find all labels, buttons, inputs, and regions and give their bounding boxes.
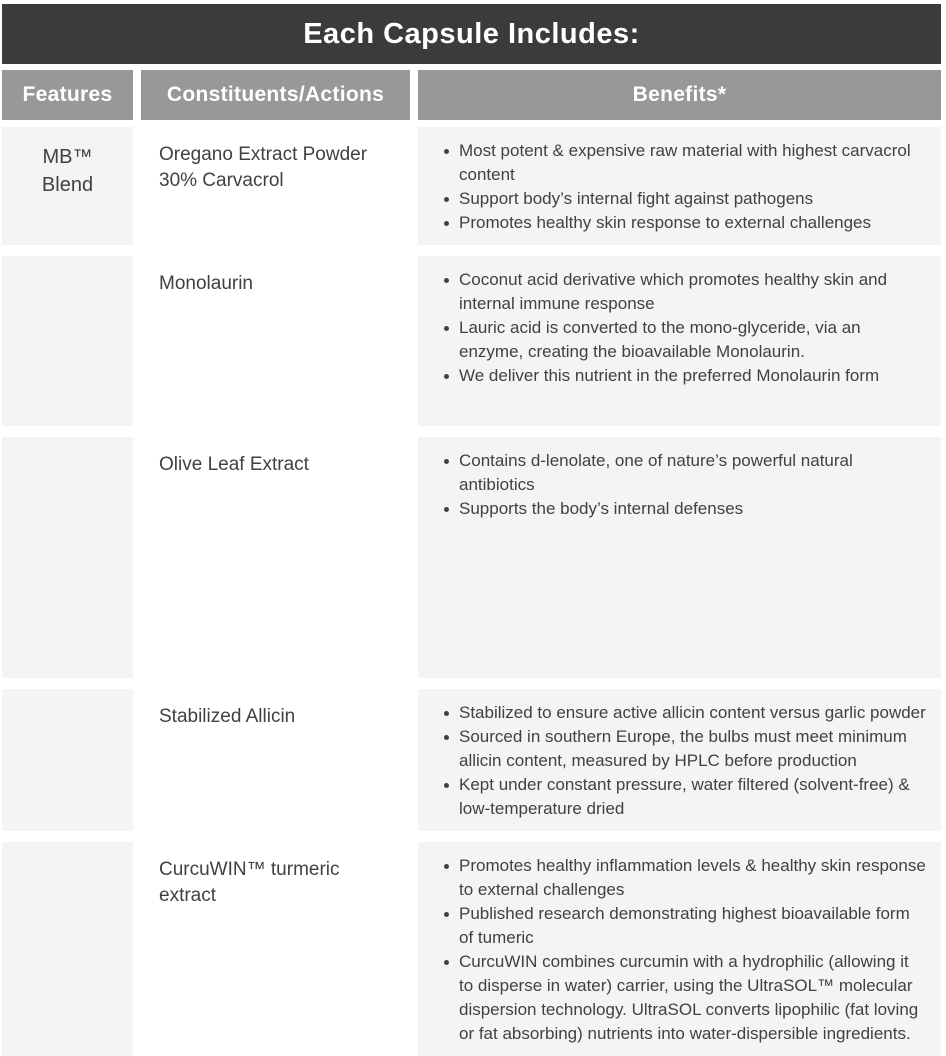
bullet-icon <box>444 459 449 464</box>
bullet-icon <box>444 221 449 226</box>
constituent-cell <box>141 842 410 1056</box>
constituent-cell <box>141 127 410 245</box>
benefits-cell <box>418 689 941 831</box>
feature-cell <box>2 437 133 678</box>
constituent-cell <box>141 256 410 426</box>
bullet-icon <box>444 326 449 331</box>
table-title-bar <box>2 4 941 64</box>
benefit-text: Support body’s internal fight against pathogens <box>459 189 814 208</box>
table-row <box>2 842 941 1056</box>
benefit-item <box>442 211 927 235</box>
bullet-icon <box>444 711 449 716</box>
table-row <box>2 437 941 678</box>
bullet-icon <box>444 783 449 788</box>
feature-cell <box>2 842 133 1056</box>
bullet-icon <box>444 197 449 202</box>
column-header-benefits: Benefits* <box>418 70 941 120</box>
column-header-features: Features <box>2 70 133 120</box>
feature-cell <box>2 689 133 831</box>
benefits-cell <box>418 437 941 678</box>
bullet-icon <box>444 864 449 869</box>
benefits-list <box>442 268 927 388</box>
constituent-label: Stabilized Allicin <box>159 706 296 727</box>
bullet-icon <box>444 912 449 917</box>
constituent-label: CurcuWIN™ turmeric extract <box>159 859 340 907</box>
bullet-icon <box>444 735 449 740</box>
benefit-item <box>442 854 927 902</box>
feature-cell <box>2 256 133 426</box>
benefit-text: Most potent & expensive raw material with highest carvacrol content <box>459 141 911 184</box>
benefit-text: Supports the body’s internal defenses <box>459 499 744 518</box>
table-row <box>2 689 941 831</box>
benefit-text: Contains d-lenolate, one of nature’s powerful natural antibiotics <box>459 451 853 494</box>
bullet-icon <box>444 507 449 512</box>
benefit-item <box>442 701 927 725</box>
bullet-icon <box>444 374 449 379</box>
benefit-item <box>442 316 927 364</box>
bullet-icon <box>444 278 449 283</box>
constituent-label: Monolaurin <box>159 273 253 294</box>
feature-label: MB™ Blend <box>41 146 94 196</box>
benefit-item <box>442 773 927 821</box>
constituent-cell <box>141 689 410 831</box>
table-row <box>2 256 941 426</box>
benefit-text: Kept under constant pressure, water filtered (solvent-free) & low-temperature dried <box>459 775 910 818</box>
constituent-label: Olive Leaf Extract <box>159 454 309 475</box>
bullet-icon <box>444 149 449 154</box>
benefit-text: Promotes healthy skin response to external challenges <box>459 213 872 232</box>
table-row <box>2 127 941 245</box>
constituent-cell <box>141 437 410 678</box>
benefit-item <box>442 139 927 187</box>
benefit-item <box>442 725 927 773</box>
table-title: Each Capsule Includes: <box>303 17 640 50</box>
benefit-text: We deliver this nutrient in the preferred Monolaurin form <box>459 366 880 385</box>
benefit-item <box>442 950 927 1046</box>
column-header-row <box>2 70 941 120</box>
benefit-item <box>442 449 927 497</box>
benefit-item <box>442 187 927 211</box>
benefit-text: Published research demonstrating highest bioavailable form of tumeric <box>459 904 910 947</box>
feature-cell <box>2 127 133 245</box>
bullet-icon <box>444 960 449 965</box>
column-header-constituents: Constituents/Actions <box>141 70 410 120</box>
benefit-item <box>442 902 927 950</box>
benefit-text: Promotes healthy inflammation levels & healthy skin response to external challenges <box>459 856 926 899</box>
benefit-item <box>442 268 927 316</box>
benefit-text: CurcuWIN combines curcumin with a hydrophilic (allowing it to disperse in water) carrier, using the UltraSOL™ molecular dispersion technology. UltraSOL converts lipophilic (fat loving or fat absorbing) nutrients into water-dispersible ingredients. <box>459 952 919 1043</box>
benefits-cell <box>418 842 941 1056</box>
benefit-item <box>442 364 927 388</box>
benefits-cell <box>418 256 941 426</box>
benefits-cell <box>418 127 941 245</box>
constituent-label: Oregano Extract Powder 30% Carvacrol <box>159 144 368 192</box>
benefit-item <box>442 497 927 521</box>
benefits-list <box>442 701 927 821</box>
benefits-list <box>442 139 927 235</box>
benefit-text: Stabilized to ensure active allicin content versus garlic powder <box>459 703 926 722</box>
benefit-text: Sourced in southern Europe, the bulbs must meet minimum allicin content, measured by HPLC before production <box>459 727 907 770</box>
benefit-text: Coconut acid derivative which promotes healthy skin and internal immune response <box>459 270 888 313</box>
benefit-text: Lauric acid is converted to the mono-glyceride, via an enzyme, creating the bioavailable Monolaurin. <box>459 318 861 361</box>
benefits-list <box>442 854 927 1046</box>
benefits-list <box>442 449 927 521</box>
